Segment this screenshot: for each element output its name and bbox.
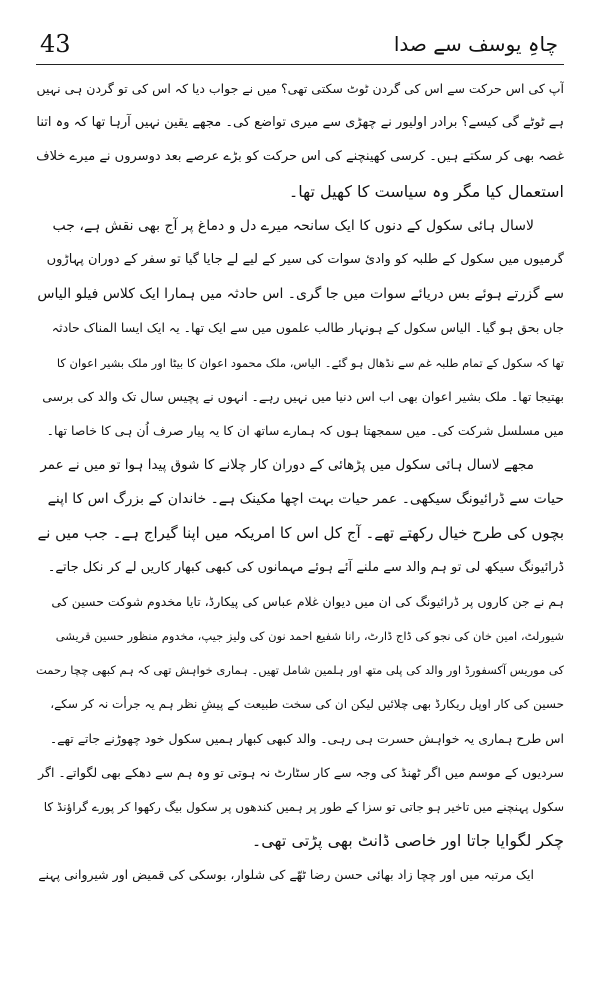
text-line: بھتیجا تھا۔ ملک بشیر اعوان بھی اب اس دنیا میں نہیں رہے۔ انہوں نے پچیس سال تک والد کی برسی bbox=[42, 388, 564, 404]
text-line: سے گزرتے ہوئے بس دریائے سوات میں جا گری۔ اس حادثہ میں ہمارا ایک کلاس فیلو الیاس bbox=[37, 286, 564, 303]
text-line: لاسال ہائی سکول کے دنوں کا ایک سانحہ میرے دل و دماغ پر آج بھی نقش ہے، جب bbox=[52, 217, 534, 234]
text-line: ہے ٹوٹے گی کیسے؟ برادر اولیور نے چھڑی سے میری تواضع کی۔ مجھے یقین نہیں آرہا تھا کہ وہ اتنا bbox=[36, 115, 564, 131]
text-line: جاں بحق ہو گیا۔ الیاس سکول کے ہونہار طالب علموں میں سے ایک تھا۔ یہ ایک ایسا المناک حادثہ bbox=[51, 320, 564, 336]
text-line: گرمیوں میں سکول کے طلبہ کو وادیٔ سوات کی سیر کے لیے لے جایا گیا تو سفر کے دوران پہاڑوں bbox=[46, 251, 564, 267]
text-line: ہم نے جن کاروں پر ڈرائیونگ کی ان میں دیوان غلام عباس کی پیکارڈ، تایا مخدوم شوکت حسین کی bbox=[51, 593, 564, 609]
text-line: حیات سے ڈرائیونگ سیکھی۔ عمر حیات بہت اچھا مکینک ہے۔ خاندان کے بزرگ اس کا اپنے bbox=[47, 491, 564, 508]
text-line: ڈرائیونگ سیکھ لی تو ہم والد سے ملنے آئے ہوئے مہمانوں کی کبھی کبھار کاریں لے کر نکل جاتے۔ bbox=[47, 559, 564, 575]
text-line: غصہ بھی کر سکتے ہیں۔ کرسی کھینچنے کی اس حرکت کو بڑے عرصے بعد دوسروں نے میرے خلاف bbox=[36, 149, 564, 165]
text-line: شیورلٹ، امین خان کی نجو کی ڈاج ڈارٹ، رانا شفیع احمد نون کی ولیز جیپ، مخدوم منظور حسین قریشی bbox=[55, 629, 564, 643]
text-line: ایک مرتبہ میں اور چچا زاد بھائی حسن رضا ٹھّے کی شلوار، بوسکی کی قمیض اور شیروانی پہنے bbox=[38, 867, 534, 883]
text-line: سکول پہنچنے میں تاخیر ہو جاتی تو سزا کے طور پر ہمیں کندھوں پر سکول بیگ رکھوا کر پورے گراؤنڈ کا bbox=[43, 799, 564, 814]
running-title: چاہِ یوسف سے صدا bbox=[393, 32, 558, 56]
text-line: حسین کی کار اوپل ریکارڈ بھی چلائیں لیکن ان کی سخت طبیعت کے پیشِ نظر ہم یہ جرأت نہ کر سکے، bbox=[50, 697, 564, 712]
page-number: 43 bbox=[40, 30, 71, 58]
text-line: اس طرح ہماری یہ خواہش حسرت ہی رہی۔ والد کبھی کبھار ہمیں سکول خود چھوڑنے جاتے تھے۔ bbox=[49, 730, 564, 746]
page-header bbox=[36, 28, 564, 65]
text-line: سردیوں کے موسم میں اگر ٹھنڈ کی وجہ سے کار سٹارٹ نہ ہوتی تو وہ ہم سے دھکے بھی لگواتے۔ اگر bbox=[38, 764, 564, 780]
text-line: تھا کہ سکول کے تمام طلبہ غم سے نڈھال ہو گئے۔ الیاس، ملک محمود اعوان کا بیٹا اور ملک بشیر اعوان کا bbox=[56, 355, 564, 370]
text-line: میں مسلسل شرکت کی۔ میں سمجھتا ہوں کہ ہمارے ساتھ ان کا یہ پیار صرف اُن ہی کا خاصا تھا۔ bbox=[46, 422, 564, 438]
text-line: کی موریس آکسفورڈ اور والد کی پلی متھ اور ہلمین شامل تھیں۔ ہماری خواہش تھی کہ ہم کبھی چچا رحمت bbox=[36, 663, 564, 678]
text-line: بچوں کی طرح خیال رکھتے تھے۔ آج کل اس کا امریکہ میں اپنا گیراج ہے۔ جب میں نے bbox=[37, 524, 564, 543]
body-text bbox=[36, 72, 564, 978]
text-line: استعمال کیا مگر وہ سیاست کا کھیل تھا۔ bbox=[288, 181, 564, 201]
text-line: چکر لگوایا جاتا اور خاصی ڈانٹ بھی پڑتی تھی۔ bbox=[251, 831, 564, 851]
text-line: آپ کی اس حرکت سے اس کی گردن ٹوٹ سکتی تھی؟ میں نے جواب دیا کہ اس کی تو گردن ہی نہیں bbox=[36, 81, 564, 96]
text-line: مجھے لاسال ہائی سکول میں پڑھائی کے دوران کار چلانے کا شوق پیدا ہوا تو میں نے عمر bbox=[40, 457, 534, 474]
